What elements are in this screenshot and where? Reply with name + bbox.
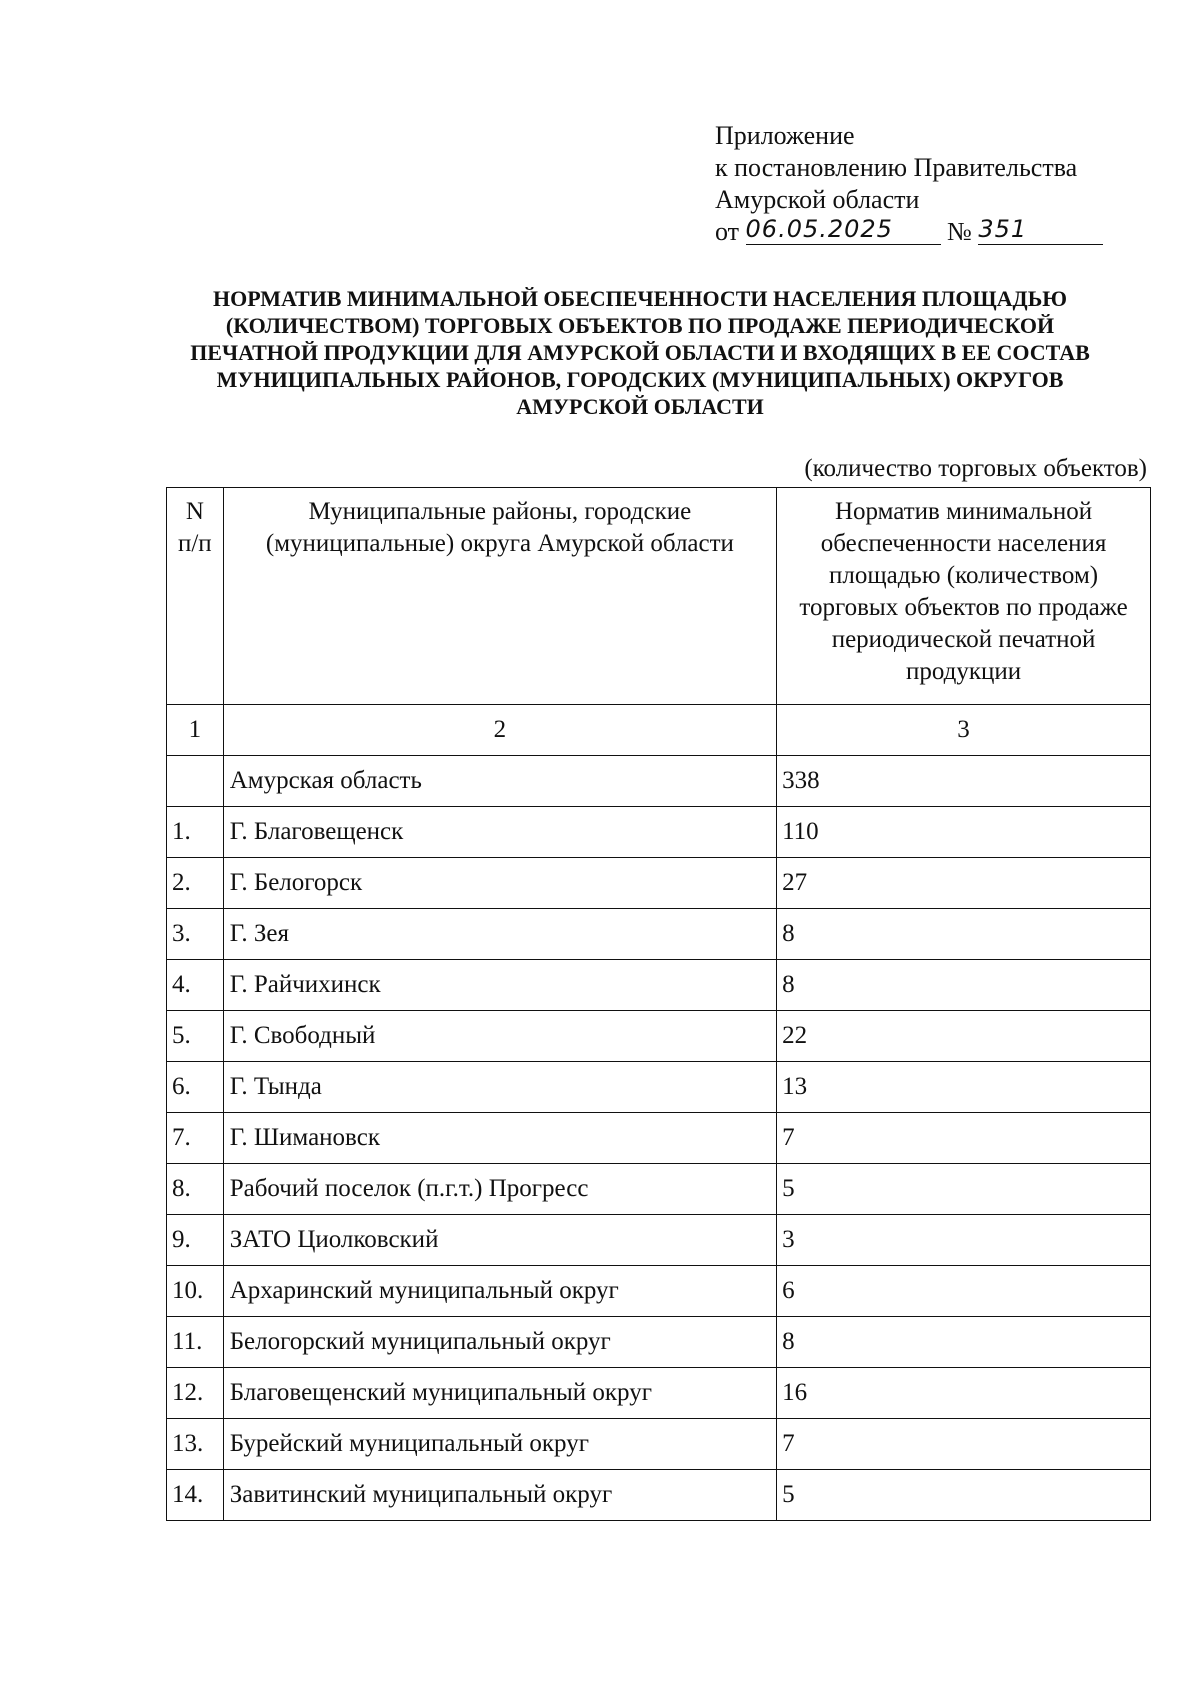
table-row <box>167 1113 1151 1164</box>
table-row <box>167 1368 1151 1419</box>
row-number: 13. <box>167 1419 224 1470</box>
row-number: 10. <box>167 1266 224 1317</box>
row-municipality: Завитинский муниципальный округ <box>223 1470 776 1521</box>
row-norm-value: 6 <box>777 1266 1151 1317</box>
row-norm-value: 8 <box>777 960 1151 1011</box>
row-municipality: Г. Благовещенск <box>223 807 776 858</box>
row-number: 7. <box>167 1113 224 1164</box>
norms-table <box>166 487 1151 1521</box>
row-municipality: Благовещенский муниципальный округ <box>223 1368 776 1419</box>
row-norm-value: 8 <box>777 1317 1151 1368</box>
row-number: 2. <box>167 858 224 909</box>
row-municipality: Г. Райчихинск <box>223 960 776 1011</box>
row-number <box>167 756 224 807</box>
row-number: 4. <box>167 960 224 1011</box>
table-row <box>167 858 1151 909</box>
row-number: 3. <box>167 909 224 960</box>
row-municipality: Бурейский муниципальный округ <box>223 1419 776 1470</box>
handwritten-number: 351 <box>978 215 1028 243</box>
column-number-row <box>167 705 1151 756</box>
table-row <box>167 1419 1151 1470</box>
table-row <box>167 1266 1151 1317</box>
row-number: 6. <box>167 1062 224 1113</box>
date-field <box>746 216 941 245</box>
table-row <box>167 1215 1151 1266</box>
table-header-row <box>167 488 1151 705</box>
row-municipality: Амурская область <box>223 756 776 807</box>
row-municipality: Белогорский муниципальный округ <box>223 1317 776 1368</box>
number-field <box>978 216 1103 245</box>
table-row <box>167 1470 1151 1521</box>
table-row <box>167 960 1151 1011</box>
row-municipality: Рабочий поселок (п.г.т.) Прогресс <box>223 1164 776 1215</box>
table-body <box>167 705 1151 1521</box>
column-number-2: 2 <box>223 705 776 756</box>
row-number: 14. <box>167 1470 224 1521</box>
row-norm-value: 16 <box>777 1368 1151 1419</box>
appendix-line-1: Приложение <box>715 121 855 150</box>
table-row <box>167 1011 1151 1062</box>
row-norm-value: 5 <box>777 1164 1151 1215</box>
row-number: 8. <box>167 1164 224 1215</box>
header-municipality: Муниципальные районы, городские (муниципальные) округа Амурской области <box>223 488 776 705</box>
table-row <box>167 1062 1151 1113</box>
row-municipality: Архаринский муниципальный округ <box>223 1266 776 1317</box>
table-row <box>167 1317 1151 1368</box>
row-number: 5. <box>167 1011 224 1062</box>
document-title: НОРМАТИВ МИНИМАЛЬНОЙ ОБЕСПЕЧЕННОСТИ НАСЕЛЕНИЯ ПЛОЩАДЬЮ (КОЛИЧЕСТВОМ) ТОРГОВЫХ ОБЪЕКТОВ ПО ПРОДАЖЕ ПЕРИОДИЧЕСКОЙ ПЕЧАТНОЙ ПРОДУКЦИИ ДЛЯ АМУРСКОЙ ОБЛАСТИ И ВХОДЯЩИХ В ЕЕ СОСТАВ МУНИЦИПАЛЬНЫХ РАЙОНОВ, ГОРОДСКИХ (МУНИЦИПАЛЬНЫХ) ОКРУГОВ АМУРСКОЙ ОБЛАСТИ <box>190 286 1090 419</box>
row-municipality: Г. Белогорск <box>223 858 776 909</box>
row-norm-value: 13 <box>777 1062 1151 1113</box>
header-norm: Норматив минимальной обеспеченности населения площадью (количеством) торговых объектов по продаже периодической печатной продукции <box>777 488 1151 705</box>
row-norm-value: 7 <box>777 1113 1151 1164</box>
handwritten-date: 06.05.2025 <box>745 215 893 243</box>
appendix-line-2: к постановлению Правительства <box>715 153 1078 182</box>
row-norm-value: 110 <box>777 807 1151 858</box>
table-row <box>167 807 1151 858</box>
units-note: (количество торговых объектов) <box>804 455 1147 482</box>
appendix-line-3: Амурской области <box>715 185 920 214</box>
row-number: 1. <box>167 807 224 858</box>
row-norm-value: 22 <box>777 1011 1151 1062</box>
appendix-block <box>715 120 1103 250</box>
row-norm-value: 5 <box>777 1470 1151 1521</box>
row-municipality: Г. Зея <box>223 909 776 960</box>
table-row <box>167 756 1151 807</box>
number-prefix: № <box>947 217 972 246</box>
row-number: 12. <box>167 1368 224 1419</box>
row-number: 11. <box>167 1317 224 1368</box>
header-number: N п/п <box>167 488 224 705</box>
row-number: 9. <box>167 1215 224 1266</box>
row-norm-value: 27 <box>777 858 1151 909</box>
row-norm-value: 3 <box>777 1215 1151 1266</box>
row-norm-value: 7 <box>777 1419 1151 1470</box>
date-prefix: от <box>715 217 740 246</box>
decree-date-number-line <box>715 216 1103 250</box>
table-row <box>167 909 1151 960</box>
table-row <box>167 1164 1151 1215</box>
row-norm-value: 8 <box>777 909 1151 960</box>
column-number-3: 3 <box>777 705 1151 756</box>
row-municipality: Г. Свободный <box>223 1011 776 1062</box>
row-norm-value: 338 <box>777 756 1151 807</box>
row-municipality: ЗАТО Циолковский <box>223 1215 776 1266</box>
row-municipality: Г. Шимановск <box>223 1113 776 1164</box>
column-number-1: 1 <box>167 705 224 756</box>
row-municipality: Г. Тында <box>223 1062 776 1113</box>
